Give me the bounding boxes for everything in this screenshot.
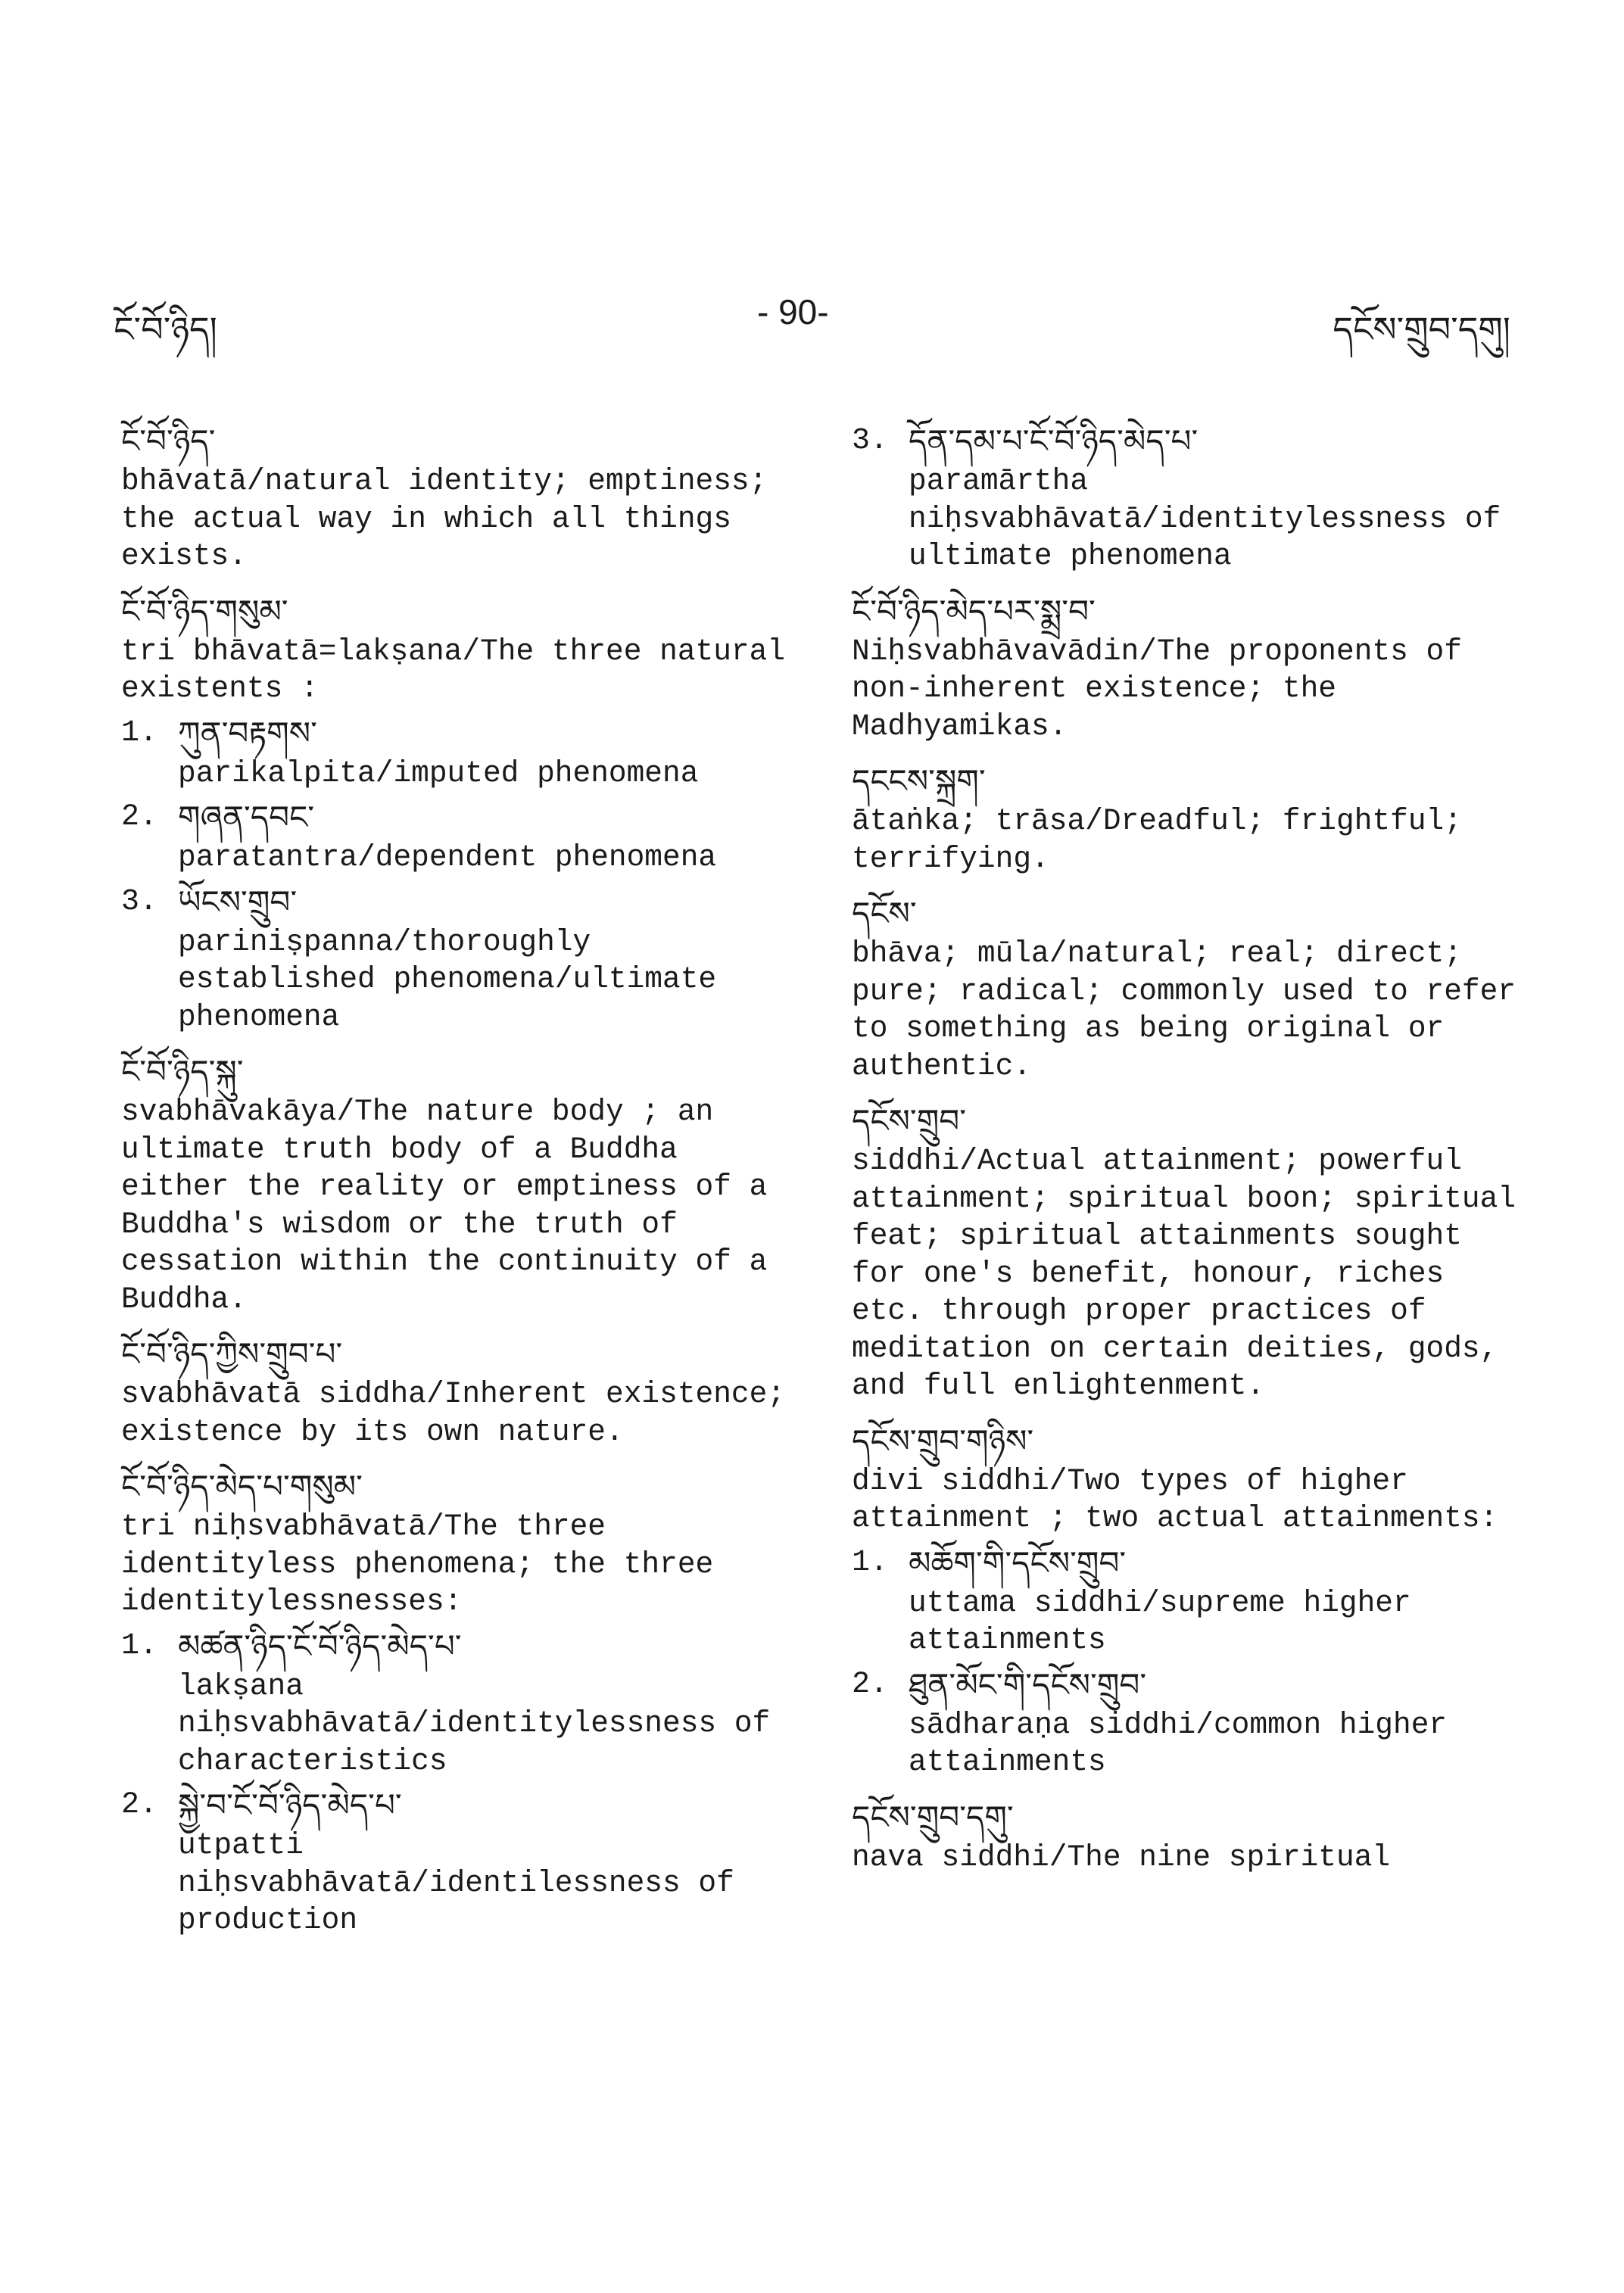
sub-item [121,712,803,793]
sub-item-headword: ཡོངས་གྲུབ་ [178,883,298,921]
sub-item [121,1625,803,1781]
left-column [121,420,803,1955]
sub-item [852,1664,1533,1781]
entry-definition: divi siddhi/Two types of higher attainment ; two actual attainments: [852,1463,1498,1535]
sub-item [121,881,803,1036]
sub-item-headword: ཀུན་བརྟགས་ [178,714,317,752]
dictionary-entry [852,1420,1533,1781]
dictionary-entry [121,1466,803,1939]
sub-item-headword: ཐུན་མོང་གི་དངོས་གྲུབ་ [909,1665,1147,1703]
entry-headword: ངོ་བོ་ཉིད་ [121,422,216,460]
dictionary-entry [121,590,803,1036]
entry-headword: ངོ་བོ་ཉིད་སྐུ་ [121,1053,244,1090]
entry-definition: bhāva; mūla/natural; real; direct; pure; radical; commonly used to refer to something as being original or authentic. [852,936,1516,1083]
sub-item-headword: གཞན་དབང་ [178,799,315,836]
entry-definition: tri bhāvatā=lakṣana/The three natural existents : [121,634,786,706]
sub-item-number: 1. [121,1628,158,1663]
sub-item [852,420,1533,575]
entry-headword: དངངས་སྐྲག་ [852,762,986,799]
dictionary-entry [121,1333,803,1450]
page-number: - 90- [757,292,829,332]
entry-headword: ངོ་བོ་ཉིད་གསུམ་ [121,592,288,630]
sub-item-headword: སྐྱེ་བ་ངོ་བོ་ཉིད་མེད་པ་ [178,1787,402,1824]
entry-definition: tri niḥsvabhāvatā/The three identityless phenomena; the three identitylessnesses: [121,1509,714,1618]
sub-item [121,796,803,877]
entry-definition: svabhāvakāya/The nature body ; an ultimate truth body of a Buddha either the reality or emptiness of a Buddha's wisdom or the truth of cessation within the continuity of a Buddha. [121,1095,768,1316]
sub-item-definition: pariniṣpanna/thoroughly established phenomena/ultimate phenomena [178,924,717,1034]
dictionary-entry [121,1051,803,1318]
sub-item-definition: uttama siddhi/supreme higher attainments [909,1585,1411,1657]
entry-definition: ātaṅka; trāsa/Dreadful; frightful; terrifying. [852,804,1462,876]
right-column [852,420,1533,1891]
sub-item [852,1542,1533,1659]
dictionary-entry [852,760,1533,877]
running-head-left: ངོ་བོ་ཉིད། [114,313,217,352]
entry-headword: ངོ་བོ་ཉིད་ཀྱིས་གྲུབ་པ་ [121,1335,343,1372]
sub-item-number: 1. [852,1545,889,1580]
dictionary-entry [121,420,803,575]
entry-headword: དངོས་གྲུབ་གཉིས་ [852,1422,1034,1460]
dictionary-entry [852,893,1533,1085]
entry-headword: དངོས་ [852,895,917,932]
sub-item-headword: མཚན་ཉིད་ངོ་བོ་ཉིད་མེད་པ་ [178,1627,462,1665]
entry-definition: svabhāvatā siddha/Inherent existence; existence by its own nature. [121,1377,786,1449]
entry-definition: Niḥsvabhāvavādin/The proponents of non-inherent existence; the Madhyamikas. [852,634,1462,743]
sub-item-number: 3. [852,424,889,458]
entry-definition: bhāvatā/natural identity; emptiness; the actual way in which all things exists. [121,464,768,573]
dictionary-entry-continued [852,420,1533,575]
sub-item-definition: parikalpita/imputed phenomena [178,756,699,790]
sub-item [121,1784,803,1939]
sub-item-definition: paramārtha niḥsvabhāvatā/identitylessness of ultimate phenomena [909,464,1501,573]
sub-item-definition: lakṣana niḥsvabhāvatā/identitylessness of characteristics [178,1668,771,1778]
sub-item-definition: paratantra/dependent phenomena [178,840,717,874]
entry-headword: ངོ་བོ་ཉིད་མེད་པར་སྨྲ་བ་ [852,592,1096,630]
sub-item-headword: མཆོག་གི་དངོས་གྲུབ་ [909,1544,1127,1581]
sub-item-headword: དོན་དམ་པ་ངོ་བོ་ཉིད་མེད་པ་ [909,422,1199,460]
sub-item-number: 2. [852,1667,889,1702]
dictionary-entry [852,1796,1533,1877]
running-head-right: དངོས་གྲུབ་དགུ། [1333,313,1510,352]
sub-item-number: 2. [121,1788,158,1822]
entry-headword: དངོས་གྲུབ་དགུ་ [852,1798,1014,1836]
sub-item-definition: utpatti niḥsvabhāvatā/identilessness of production [178,1828,734,1937]
sub-item-number: 2. [121,800,158,834]
entry-definition: nava siddhi/The nine spiritual [852,1840,1391,1874]
dictionary-entry [852,1100,1533,1405]
entry-headword: དངོས་གྲུབ་ [852,1102,967,1139]
sub-item-definition: sādharaṇa siddhi/common higher attainments [909,1707,1448,1779]
sub-item-number: 3. [121,884,158,919]
entry-headword: ངོ་བོ་ཉིད་མེད་པ་གསུམ་ [121,1468,363,1505]
entry-definition: siddhi/Actual attainment; powerful attainment; spiritual boon; spiritual feat; spiritual attainments sought for one's benefit, honour, riches etc. through proper practices of meditation on certain deities, gods, and full enlightenment. [852,1144,1516,1403]
sub-item-number: 1. [121,715,158,750]
dictionary-entry [852,590,1533,746]
